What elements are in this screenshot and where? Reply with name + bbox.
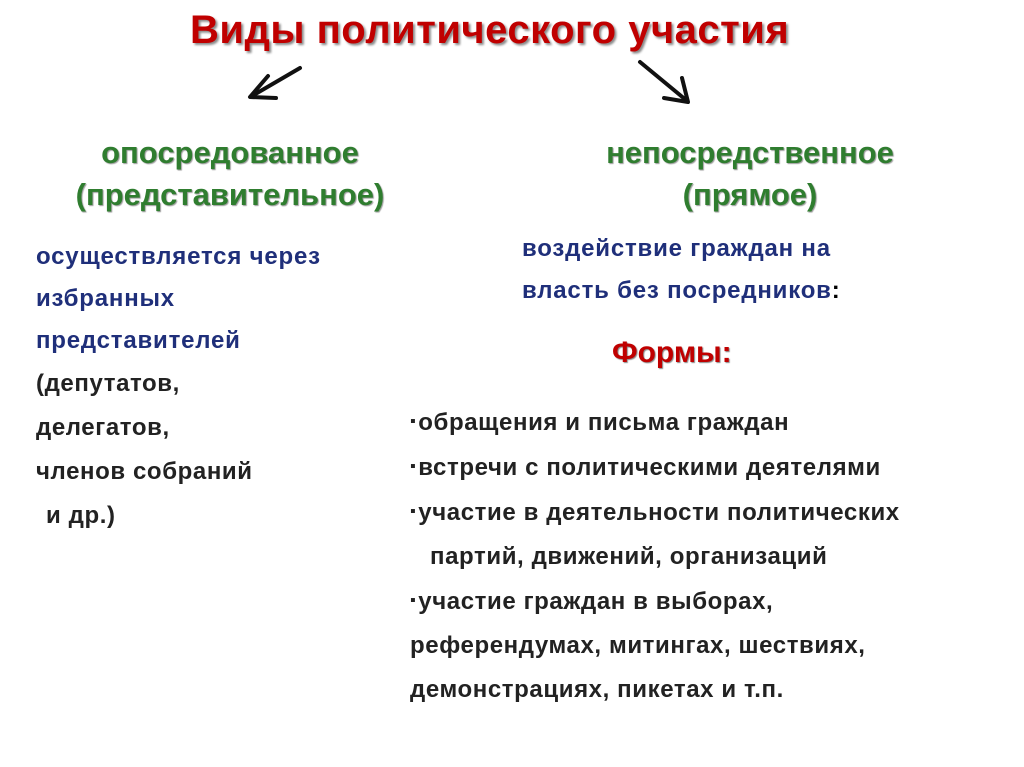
indirect-description (36, 236, 321, 362)
direct-participation-heading (550, 132, 950, 216)
forms-item-continuation (410, 624, 900, 668)
direct-desc-text: власть без посредников (522, 277, 832, 304)
forms-item-continuation (410, 668, 900, 712)
indirect-heading-line1: опосредованное (101, 135, 359, 170)
direct-heading-line2: (прямое) (682, 177, 818, 212)
slide-title: Виды политического участия (190, 8, 790, 52)
example-line: делегатов, (36, 414, 170, 441)
indirect-desc-line: представителей (36, 327, 241, 354)
example-line: (депутатов, (36, 370, 180, 397)
forms-item (410, 445, 900, 490)
forms-item-text: демонстрациях, пикетах и т.п. (410, 676, 784, 703)
indirect-heading-line2: (представительное) (75, 177, 385, 212)
forms-item-continuation (410, 535, 900, 579)
right-arrow-icon (640, 62, 688, 102)
forms-item (410, 490, 900, 535)
direct-description (522, 228, 841, 312)
indirect-participation-heading (20, 132, 440, 216)
example-line: членов собраний (36, 458, 253, 485)
direct-desc-line (522, 270, 841, 312)
forms-title: Формы: (612, 336, 732, 369)
forms-item-text: партий, движений, организаций (430, 543, 828, 570)
forms-list (410, 400, 900, 712)
forms-item-text: встречи с политическими деятелями (418, 454, 881, 481)
bullet-icon: ▪ (410, 592, 417, 609)
bullet-icon: ▪ (410, 413, 417, 430)
bullet-icon: ▪ (410, 503, 417, 520)
direct-heading-line1: непосредственное (606, 135, 894, 170)
forms-item (410, 400, 900, 445)
forms-item-text: обращения и письма граждан (418, 409, 790, 436)
forms-item-text: участие в деятельности политических (418, 499, 900, 526)
indirect-desc-line: осуществляется через (36, 243, 321, 270)
left-arrow-icon (250, 68, 300, 98)
indirect-desc-line: избранных (36, 285, 175, 312)
forms-item (410, 579, 900, 624)
indirect-examples (36, 362, 253, 538)
direct-desc-line: воздействие граждан на (522, 235, 831, 262)
forms-item-text: участие граждан в выборах, (418, 588, 774, 615)
example-line: и др.) (46, 502, 116, 529)
bullet-icon: ▪ (410, 458, 417, 475)
forms-item-text: референдумах, митингах, шествиях, (410, 632, 866, 659)
direct-desc-colon: : (831, 277, 841, 304)
